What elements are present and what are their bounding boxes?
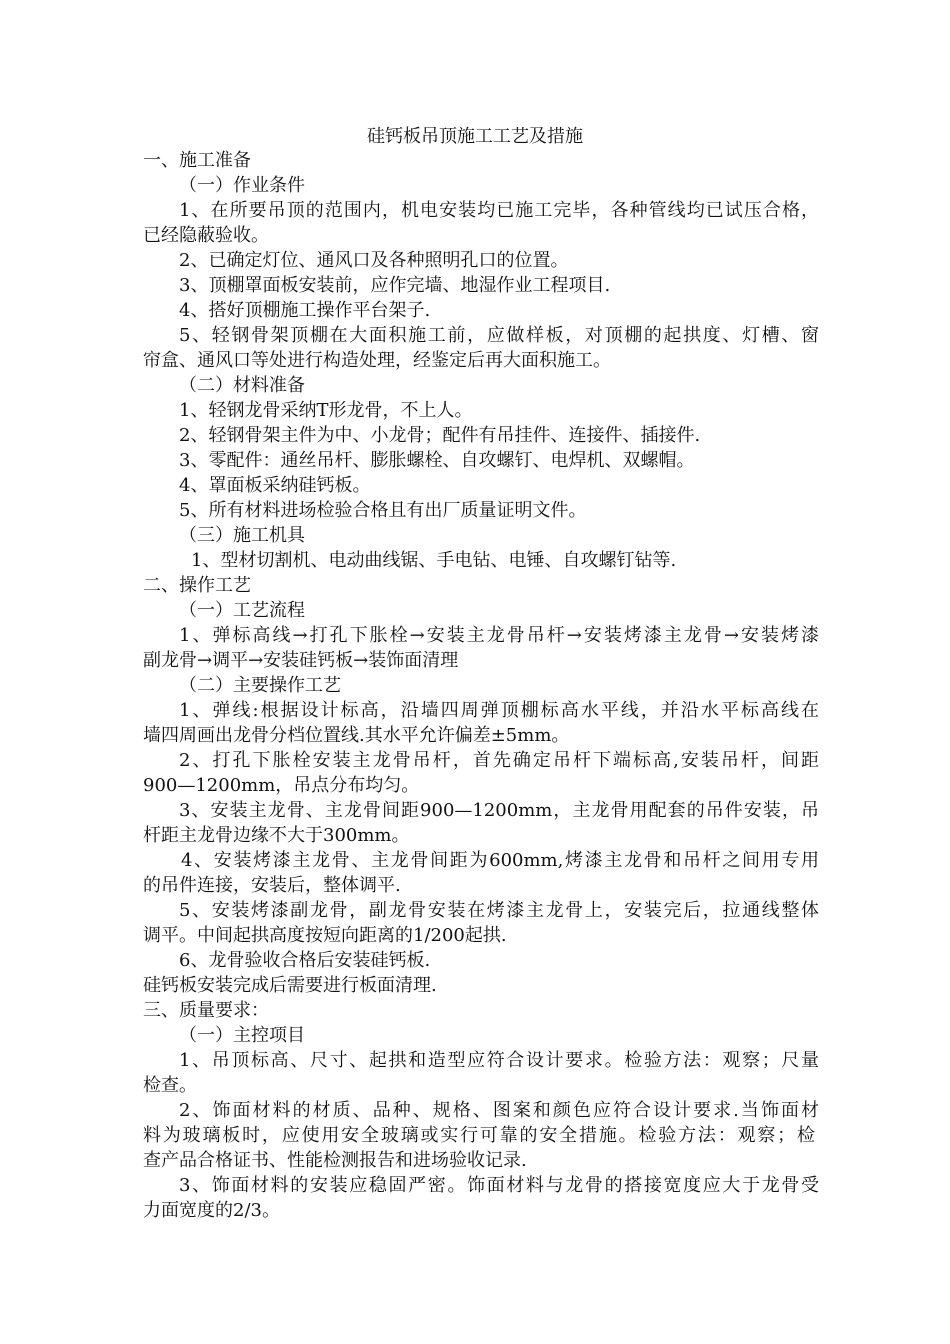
paragraph-line: 料为玻璃板时，应使用安全玻璃或实行可靠的安全措施。检验方法：观察；检 — [143, 1125, 815, 1146]
paragraph-line: 3、安装主龙骨、主龙骨间距900—1200mm，主龙骨用配套的吊件安装，吊 — [179, 800, 819, 821]
section-heading-preparation: 一、施工准备 — [143, 150, 251, 171]
paragraph-line: 1、弹线:根据设计标高，沿墙四周弹顶棚标高水平线，并沿水平标高线在 — [179, 700, 819, 721]
paragraph-line: 1、在所要吊顶的范围内，机电安装均已施工完毕，各种管线均已试压合格， — [179, 200, 819, 221]
subheading-process-flow: （一）工艺流程 — [179, 600, 305, 621]
paragraph-line: 900—1200mm，吊点分布均匀。 — [143, 775, 420, 796]
paragraph-line: 5、安装烤漆副龙骨，副龙骨安装在烤漆主龙骨上，安装完后，拉通线整体 — [179, 900, 819, 921]
paragraph-line: 硅钙板安装完成后需要进行板面清理. — [143, 975, 437, 996]
paragraph-line: 的吊件连接，安装后，整体调平. — [143, 875, 401, 896]
subheading-work-conditions: （一）作业条件 — [179, 175, 305, 196]
paragraph-line: 2、已确定灯位、通风口及各种照明孔口的位置。 — [179, 250, 569, 271]
paragraph-line: 杆距主龙骨边缘不大于300mm。 — [143, 825, 410, 846]
paragraph-line: 4、安装烤漆主龙骨、主龙骨间距为600mm,烤漆主龙骨和吊杆之间用专用 — [181, 850, 819, 871]
paragraph-line: 1、轻钢龙骨采纳T形龙骨，不上人。 — [179, 400, 473, 421]
paragraph-line: 墙四周画出龙骨分档位置线.其水平允许偏差±5mm。 — [143, 725, 570, 746]
paragraph-line: 3、饰面材料的安装应稳固严密。饰面材料与龙骨的搭接宽度应大于龙骨受 — [179, 1175, 819, 1196]
paragraph-line: 力面宽度的2/3。 — [143, 1200, 280, 1221]
paragraph-line: 检查。 — [143, 1075, 197, 1096]
subheading-materials: （二）材料准备 — [179, 375, 305, 396]
subheading-main-operations: （二）主要操作工艺 — [179, 675, 341, 696]
subheading-main-control-items: （一）主控项目 — [179, 1025, 305, 1046]
paragraph-line: 4、搭好顶棚施工操作平台架子. — [179, 300, 431, 321]
paragraph-line: 5、轻钢骨架顶棚在大面积施工前，应做样板，对顶棚的起拱度、灯槽、窗 — [179, 325, 819, 346]
section-heading-quality: 三、质量要求： — [143, 1000, 269, 1021]
paragraph-line: 2、打孔下胀栓安装主龙骨吊杆，首先确定吊杆下端标高,安装吊杆，间距 — [179, 750, 819, 771]
paragraph-line: 6、龙骨验收合格后安装硅钙板. — [179, 950, 431, 971]
paragraph-line: 帘盒、通风口等处进行构造处理，经鉴定后再大面积施工。 — [143, 350, 611, 371]
paragraph-line: 4、罩面板采纳硅钙板。 — [179, 475, 371, 496]
paragraph-line: 调平。中间起拱高度按短向距离的1/200起拱. — [143, 925, 507, 946]
paragraph-line: 已经隐蔽验收。 — [143, 225, 269, 246]
paragraph-line: 2、饰面材料的材质、品种、规格、图案和颜色应符合设计要求.当饰面材 — [179, 1100, 819, 1121]
section-heading-operation: 二、操作工艺 — [143, 575, 251, 596]
paragraph-line: 3、顶棚罩面板安装前，应作完墙、地湿作业工程项目. — [179, 275, 611, 296]
paragraph-line: 5、所有材料进场检验合格且有出厂质量证明文件。 — [179, 500, 587, 521]
paragraph-line: 1、弹标高线→打孔下胀栓→安装主龙骨吊杆→安装烤漆主龙骨→安装烤漆 — [179, 625, 819, 646]
document-title: 硅钙板吊顶施工工艺及措施 — [367, 126, 583, 147]
subheading-tools: （三）施工机具 — [179, 525, 305, 546]
paragraph-line: 1、型材切割机、电动曲线锯、手电钻、电锤、自攻螺钉钻等. — [191, 550, 677, 571]
paragraph-line: 3、零配件：通丝吊杆、膨胀螺栓、自攻螺钉、电焊机、双螺帽。 — [179, 450, 695, 471]
paragraph-line: 2、轻钢骨架主件为中、小龙骨；配件有吊挂件、连接件、插接件. — [179, 425, 701, 446]
paragraph-line: 查产品合格证书、性能检测报告和进场验收记录. — [143, 1150, 527, 1171]
paragraph-line: 副龙骨→调平→安装硅钙板→装饰面清理 — [143, 650, 459, 671]
paragraph-line: 1、吊顶标高、尺寸、起拱和造型应符合设计要求。检验方法：观察；尺量 — [179, 1050, 819, 1071]
